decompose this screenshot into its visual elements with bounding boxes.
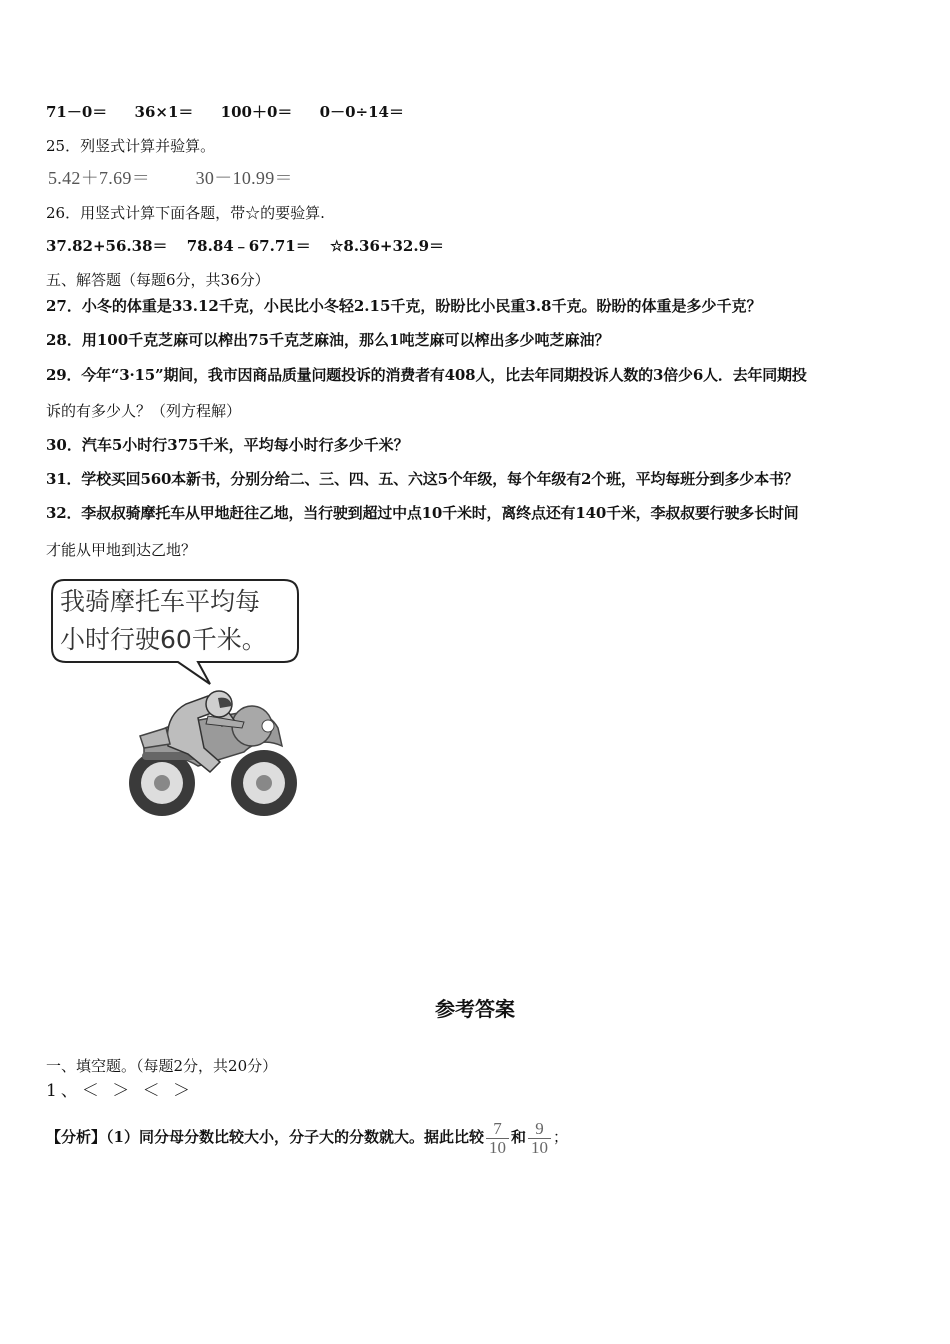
q25-title: 25．列竖式计算并验算。 [46, 137, 216, 155]
q28: 28．用100千克芝麻可以榨出75千克芝麻油，那么1吨芝麻可以榨出多少吨芝麻油？ [46, 331, 610, 349]
q25-calcs [48, 168, 293, 188]
q24-item: 100＋0＝ [220, 103, 293, 121]
q26-item: 78.84﹣67.71＝ [186, 237, 311, 255]
analysis-line [46, 1112, 568, 1162]
bubble-line-2: 小时行驶60千米。 [60, 625, 267, 654]
q26-item: ☆8.36+32.9＝ [329, 237, 445, 255]
q29-line1: 29．今年“3·15”期间，我市因商品质量问题投诉的消费者有408人，比去年同期投诉人数的3倍少6人．去年同期投 [46, 366, 807, 384]
q25-calc-2: 30－10.99＝ [195, 168, 293, 188]
q32-line1: 32．李叔叔骑摩托车从甲地赶往乙地，当行驶到超过中点10千米时，离终点还有140千米，李叔叔要行驶多长时间 [46, 504, 799, 522]
answers-section1: 一、填空题。（每题2分，共20分） [46, 1057, 278, 1075]
q26-item: 37.82+56.38＝ [46, 237, 168, 255]
q24-item: 36×1＝ [134, 103, 194, 121]
q30: 30．汽车5小时行375千米，平均每小时行多少千米？ [46, 436, 409, 454]
analysis-end: ； [552, 1128, 568, 1146]
speech-bubble [52, 580, 298, 684]
bubble-line-1: 我骑摩托车平均每 [60, 587, 261, 616]
fraction-9-10: $\frac{9}{10}$ [528, 1120, 551, 1157]
q24-item: 0－0÷14＝ [319, 103, 404, 121]
section5-title: 五、解答题（每题6分，共36分） [46, 271, 270, 289]
q24-row [46, 102, 404, 122]
q24-item: 71－0＝ [46, 103, 108, 121]
analysis-label: 【分析】 [46, 1128, 107, 1146]
answer-1: 1、＜ ＞ ＜ ＞ [46, 1081, 195, 1101]
q27: 27．小冬的体重是33.12千克，小民比小冬轻2.15千克，盼盼比小民重3.8千克。盼盼的体重是多少千克？ [46, 297, 762, 315]
analysis-text: （1）同分母分数比较大小，分子大的分数就大。据此比较 [106, 1128, 484, 1146]
motorcycle-icon [129, 691, 297, 816]
analysis-and: 和 [510, 1128, 526, 1146]
q26-row [46, 236, 444, 256]
fraction-7-10: $\frac{7}{10}$ [486, 1120, 509, 1157]
q26-title: 26．用竖式计算下面各题，带☆的要验算. [46, 204, 325, 222]
answers-title: 参考答案 [435, 997, 515, 1021]
q32-line2: 才能从甲地到达乙地？ [46, 541, 197, 559]
motorcycle-illustration [48, 576, 308, 818]
q25-calc-1: 5.42＋7.69＝ [48, 168, 150, 188]
q31: 31．学校买回560本新书，分别分给二、三、四、五、六这5个年级，每个年级有2个班，平均每班分到多少本书？ [46, 470, 799, 488]
q29-line2: 诉的有多少人？（列方程解） [46, 402, 242, 420]
